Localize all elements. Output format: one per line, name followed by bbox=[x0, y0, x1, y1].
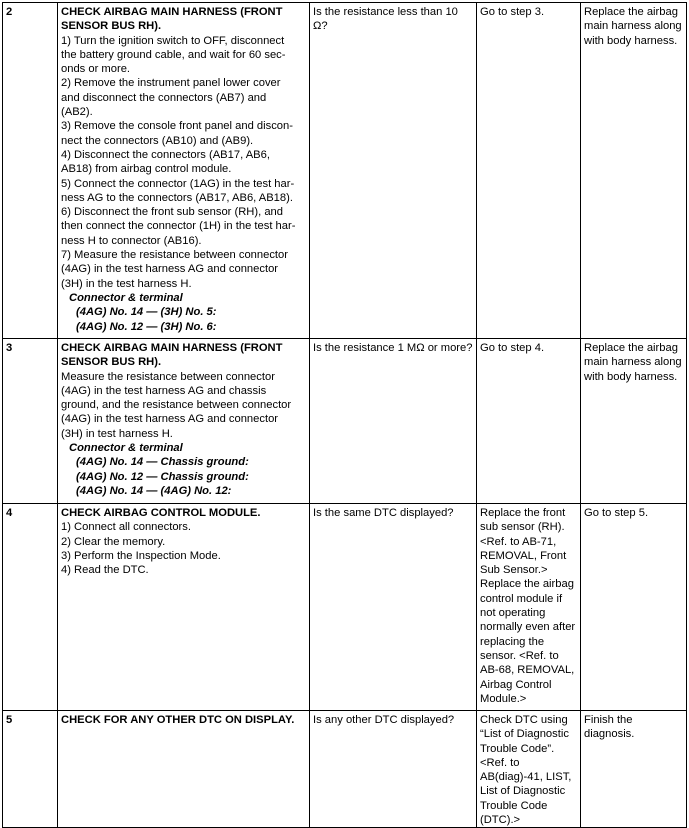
no-cell: Replace the airbag main harness along with body harness. bbox=[581, 339, 687, 504]
step-number: 2 bbox=[3, 3, 58, 339]
instruction-line: then connect the connector (1H) in the test har- bbox=[61, 220, 296, 233]
yes-cell: Go to step 3. bbox=[477, 3, 581, 339]
instruction-line: 4) Read the DTC. bbox=[61, 564, 149, 577]
yes-cell: Go to step 4. bbox=[477, 339, 581, 504]
table-row bbox=[3, 711, 687, 828]
instruction-line: 3) Perform the Inspection Mode. bbox=[61, 549, 221, 562]
instruction-line: 1) Connect all connectors. bbox=[61, 521, 191, 534]
instruction-line: ness H to connector (AB16). bbox=[61, 234, 202, 247]
check-title: CHECK AIRBAG CONTROL MODULE. bbox=[61, 507, 261, 519]
condition-cell: Is the same DTC displayed? bbox=[310, 504, 477, 711]
condition-cell: Is the resistance 1 MΩ or more? bbox=[310, 339, 477, 504]
table-row bbox=[3, 504, 687, 711]
instruction-line: (3H) in the test harness H. bbox=[61, 277, 192, 290]
step-number: 3 bbox=[3, 339, 58, 504]
yes-cell: Replace the front sub sensor (RH). <Ref. to AB-71, REMOVAL, Front Sub Sensor.> Replace the airbag control module if not operating normally even after replacing the sensor. <Ref. to AB-68, REMOVAL, Airbag Control Module.> bbox=[477, 504, 581, 711]
yes-cell: Check DTC using “List of Diagnostic Trouble Code”. <Ref. to AB(diag)-41, LIST, List of Diagnostic Trouble Code (DTC).> bbox=[477, 711, 581, 828]
instruction-line: 1) Turn the ignition switch to OFF, disconnect bbox=[61, 34, 285, 47]
check-cell bbox=[58, 339, 310, 504]
instruction-line: 7) Measure the resistance between connector bbox=[61, 249, 288, 262]
check-cell bbox=[58, 3, 310, 339]
no-cell: Finish the diagnosis. bbox=[581, 711, 687, 828]
condition-cell: Is the resistance less than 10 Ω? bbox=[310, 3, 477, 339]
no-cell: Go to step 5. bbox=[581, 504, 687, 711]
instruction-line: and disconnect the connectors (AB7) and bbox=[61, 91, 267, 104]
instruction-line: (4AG) in the test harness AG and connector bbox=[61, 263, 279, 276]
table-row bbox=[3, 3, 687, 339]
connector-terminal-item: (4AG) No. 12 — (3H) No. 6: bbox=[76, 320, 217, 333]
connector-terminal-item: (4AG) No. 14 — (3H) No. 5: bbox=[76, 306, 217, 319]
check-cell bbox=[58, 711, 310, 828]
step-number: 5 bbox=[3, 711, 58, 828]
instruction-line: 5) Connect the connector (1AG) in the test har- bbox=[61, 177, 295, 190]
diagnostic-table bbox=[2, 2, 687, 828]
instruction-line: onds or more. bbox=[61, 63, 131, 76]
instruction-line: (4AG) in the test harness AG and connector bbox=[61, 413, 279, 426]
condition-cell: Is any other DTC displayed? bbox=[310, 711, 477, 828]
connector-terminal-item: (4AG) No. 14 — Chassis ground: bbox=[76, 456, 249, 469]
instruction-line: 6) Disconnect the front sub sensor (RH), and bbox=[61, 206, 283, 219]
instruction-line: ness AG to the connectors (AB17, AB6, AB18). bbox=[61, 191, 293, 204]
instruction-line: 2) Remove the instrument panel lower cover bbox=[61, 77, 281, 90]
instruction-line: 4) Disconnect the connectors (AB17, AB6, bbox=[61, 148, 270, 161]
instruction-line: the battery ground cable, and wait for 60 sec- bbox=[61, 48, 286, 61]
instruction-line: ground, and the resistance between connector bbox=[61, 399, 292, 412]
check-cell bbox=[58, 504, 310, 711]
instruction-line: (4AG) in the test harness AG and chassis bbox=[61, 384, 267, 397]
connector-terminal-heading: Connector & terminal bbox=[69, 291, 183, 304]
connector-terminal-heading: Connector & terminal bbox=[69, 442, 183, 455]
connector-terminal-item: (4AG) No. 14 — (4AG) No. 12: bbox=[76, 484, 232, 497]
check-title: CHECK AIRBAG MAIN HARNESS (FRONT SENSOR BUS RH). bbox=[61, 6, 283, 33]
instruction-line: AB18) from airbag control module. bbox=[61, 163, 232, 176]
step-number: 4 bbox=[3, 504, 58, 711]
instruction-line: 2) Clear the memory. bbox=[61, 535, 166, 548]
instruction-line: (AB2). bbox=[61, 106, 93, 119]
check-title: CHECK FOR ANY OTHER DTC ON DISPLAY. bbox=[61, 714, 295, 726]
no-cell: Replace the airbag main harness along with body harness. bbox=[581, 3, 687, 339]
check-title: CHECK AIRBAG MAIN HARNESS (FRONT SENSOR BUS RH). bbox=[61, 342, 283, 369]
connector-terminal-item: (4AG) No. 12 — Chassis ground: bbox=[76, 470, 249, 483]
instruction-line: (3H) in test harness H. bbox=[61, 427, 173, 440]
instruction-line: Measure the resistance between connector bbox=[61, 370, 275, 383]
instruction-line: nect the connectors (AB10) and (AB9). bbox=[61, 134, 254, 147]
table-row bbox=[3, 339, 687, 504]
instruction-line: 3) Remove the console front panel and discon- bbox=[61, 120, 293, 133]
